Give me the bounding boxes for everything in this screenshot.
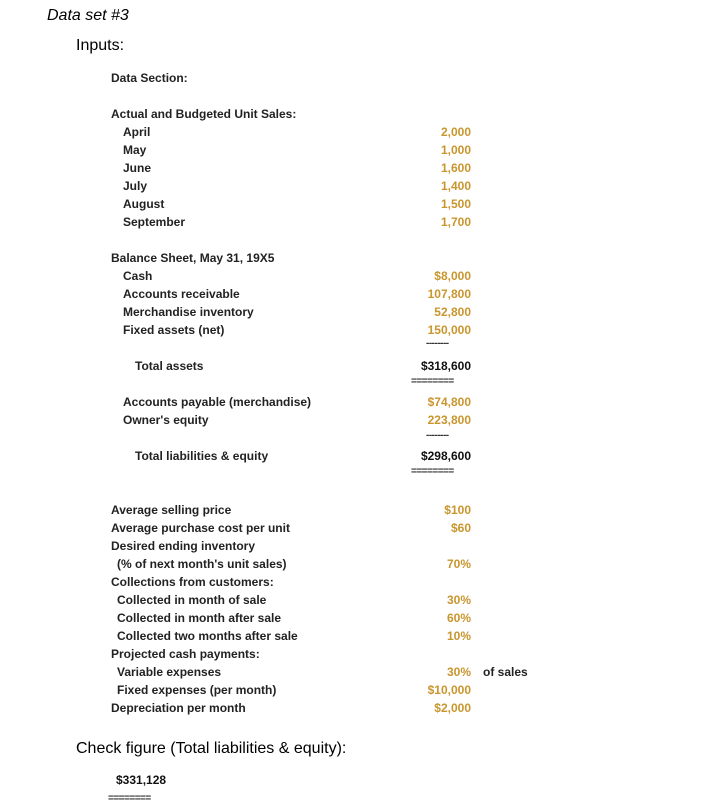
depreciation-value: $2,000: [434, 701, 471, 715]
variable-expenses-note: of sales: [483, 665, 528, 679]
unit-sales-value: 1,500: [440, 197, 471, 211]
unit-sales-heading: Actual and Budgeted Unit Sales:: [111, 107, 297, 121]
unit-sales-label: August: [123, 197, 165, 211]
check-figure-rule: ========: [108, 793, 151, 804]
total-assets-value: $318,600: [420, 359, 471, 373]
unit-sales-label: June: [123, 161, 152, 175]
data-section-heading: Data Section:: [111, 71, 188, 85]
total-le-label: Total liabilities & equity: [135, 449, 269, 463]
balance-sheet-heading: Balance Sheet, May 31, 19X5: [111, 251, 275, 265]
fixed-expenses-label: Fixed expenses (per month): [117, 683, 277, 697]
liability-label: Accounts payable (merchandise): [123, 395, 312, 409]
unit-sales-label: May: [123, 143, 147, 157]
collection-value: 30%: [446, 593, 471, 607]
liability-value: $74,800: [427, 395, 471, 409]
inputs-heading: Inputs:: [76, 37, 125, 54]
double-rule: ========: [411, 466, 454, 477]
check-figure-heading: Check figure (Total liabilities & equity):: [76, 740, 347, 757]
asset-value: 107,800: [427, 287, 471, 301]
double-rule: ========: [411, 376, 454, 387]
check-figure-value: $331,128: [116, 773, 167, 787]
collection-label: Collected in month of sale: [117, 593, 267, 607]
collection-value: 60%: [446, 611, 471, 625]
avg-cost-label: Average purchase cost per unit: [111, 521, 290, 535]
total-assets-label: Total assets: [135, 359, 204, 373]
asset-value: 52,800: [434, 305, 471, 319]
liability-label: Owner's equity: [123, 413, 209, 427]
desired-inventory-value: 70%: [446, 557, 471, 571]
unit-sales-value: 1,700: [440, 215, 471, 229]
fixed-expenses-value: $10,000: [427, 683, 471, 697]
variable-expenses-label: Variable expenses: [117, 665, 222, 679]
unit-sales-value: 1,600: [440, 161, 471, 175]
unit-sales-label: April: [123, 125, 151, 139]
collection-value: 10%: [446, 629, 471, 643]
variable-expenses-value: 30%: [446, 665, 471, 679]
desired-inventory-sub-label: (% of next month's unit sales): [117, 557, 287, 571]
single-rule: --------: [426, 430, 449, 441]
unit-sales-value: 1,000: [440, 143, 471, 157]
payments-heading: Projected cash payments:: [111, 647, 260, 661]
collection-label: Collected in month after sale: [117, 611, 282, 625]
total-le-value: $298,600: [420, 449, 471, 463]
avg-price-value: $100: [444, 503, 471, 517]
asset-label: Accounts receivable: [123, 287, 240, 301]
collections-heading: Collections from customers:: [111, 575, 274, 589]
page-title: Data set #3: [47, 7, 129, 24]
collection-label: Collected two months after sale: [117, 629, 298, 643]
asset-label: Merchandise inventory: [123, 305, 254, 319]
avg-cost-value: $60: [450, 521, 471, 535]
depreciation-label: Depreciation per month: [111, 701, 246, 715]
avg-price-label: Average selling price: [111, 503, 232, 517]
unit-sales-value: 1,400: [440, 179, 471, 193]
asset-label: Cash: [123, 269, 153, 283]
single-rule: --------: [426, 338, 449, 349]
asset-value: $8,000: [434, 269, 471, 283]
desired-inventory-label: Desired ending inventory: [111, 539, 256, 553]
asset-value: 150,000: [427, 323, 471, 337]
liability-value: 223,800: [427, 413, 471, 427]
unit-sales-value: 2,000: [440, 125, 471, 139]
asset-label: Fixed assets (net): [123, 323, 225, 337]
unit-sales-label: July: [123, 179, 148, 193]
unit-sales-label: September: [123, 215, 186, 229]
